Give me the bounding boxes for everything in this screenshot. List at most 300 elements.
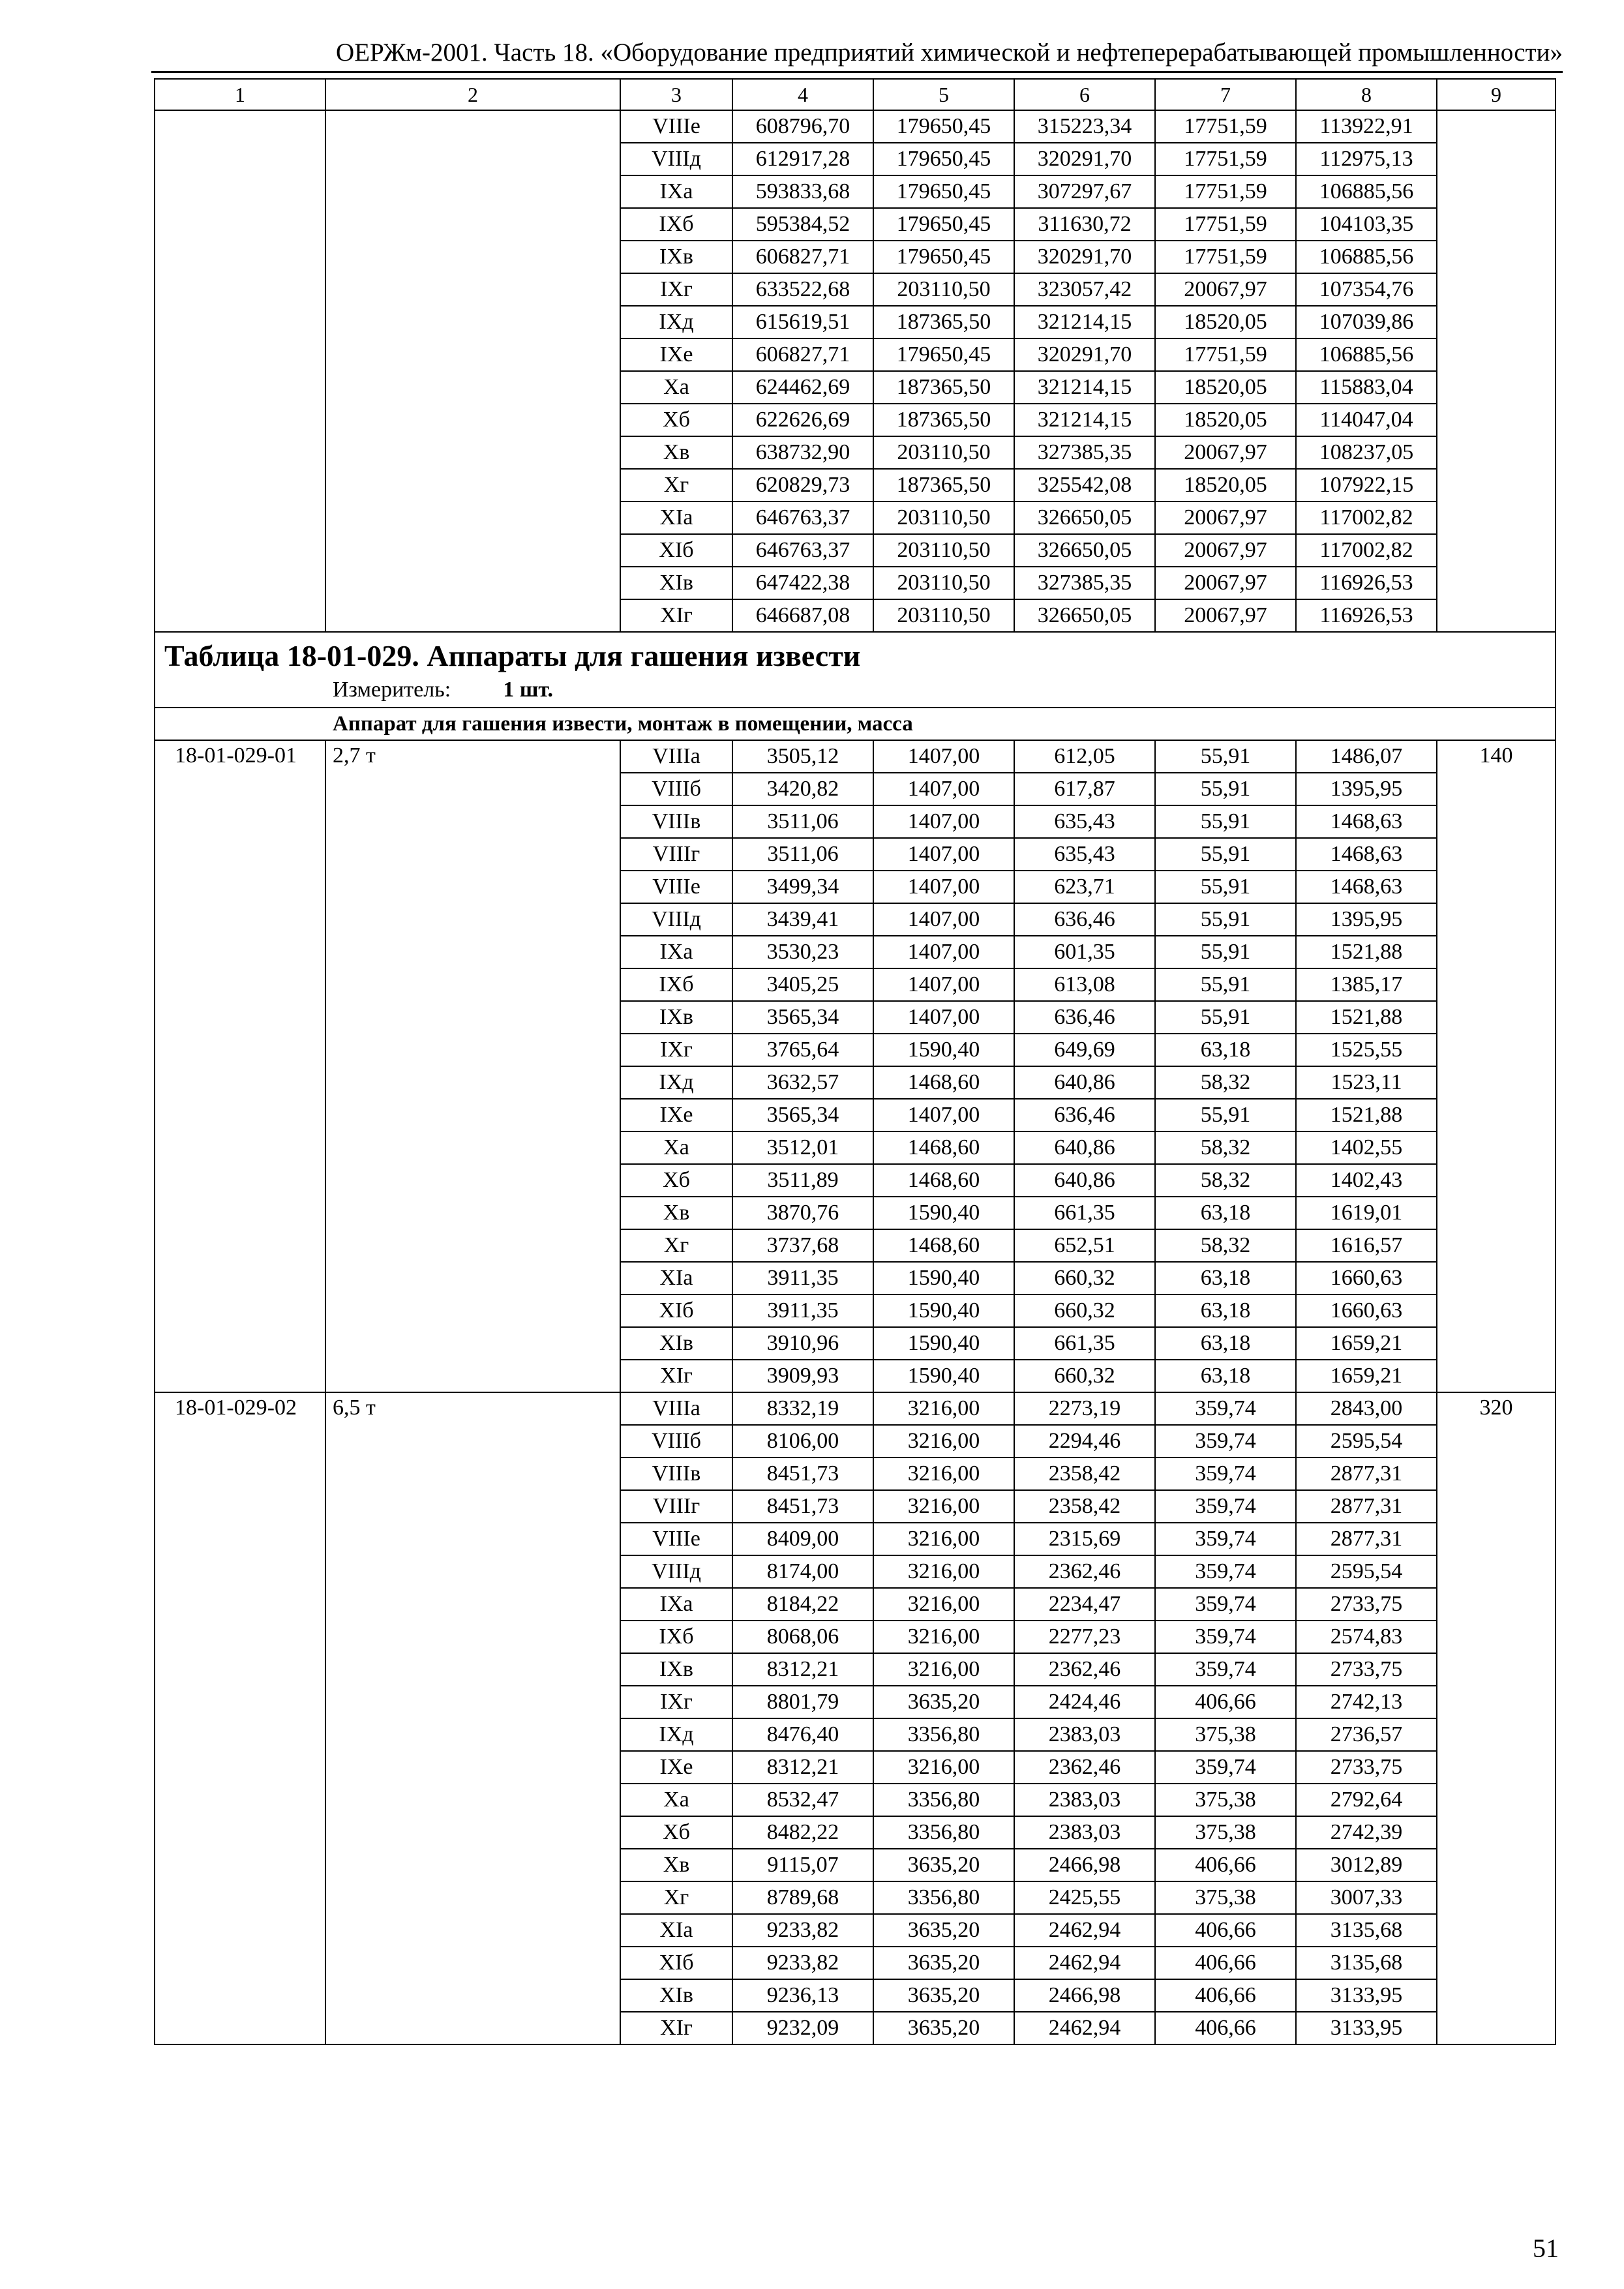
value-cell: 1395,95 <box>1296 773 1437 805</box>
value-cell: 17751,59 <box>1155 338 1296 371</box>
region-cell: IXг <box>620 1034 732 1066</box>
value-cell: 613,08 <box>1014 968 1155 1001</box>
value-cell: 606827,71 <box>732 338 873 371</box>
value-cell: 3135,68 <box>1296 1947 1437 1979</box>
value-cell: 2462,94 <box>1014 1947 1155 1979</box>
value-cell: 117002,82 <box>1296 501 1437 534</box>
region-cell: VIIIд <box>620 903 732 936</box>
table-subtitle-row <box>155 708 1556 740</box>
value-cell: 1659,21 <box>1296 1327 1437 1360</box>
value-cell: 375,38 <box>1155 1718 1296 1751</box>
value-cell: 1521,88 <box>1296 936 1437 968</box>
value-cell: 321214,15 <box>1014 404 1155 436</box>
region-cell: VIIIб <box>620 1425 732 1458</box>
value-cell: 325542,08 <box>1014 469 1155 501</box>
value-cell: 646763,37 <box>732 501 873 534</box>
value-cell: 8174,00 <box>732 1555 873 1588</box>
value-cell: 3007,33 <box>1296 1881 1437 1914</box>
value-cell: 1468,60 <box>873 1164 1014 1197</box>
value-cell: 203110,50 <box>873 567 1014 599</box>
page-number: 51 <box>1533 2234 1559 2263</box>
value-cell: 1590,40 <box>873 1262 1014 1294</box>
price-table <box>154 78 1556 2045</box>
value-cell: 55,91 <box>1155 871 1296 903</box>
value-cell: 187365,50 <box>873 371 1014 404</box>
value-cell: 2462,94 <box>1014 1914 1155 1947</box>
value-cell: 307297,67 <box>1014 175 1155 208</box>
value-cell: 660,32 <box>1014 1262 1155 1294</box>
value-cell: 1468,60 <box>873 1066 1014 1099</box>
value-cell: 187365,50 <box>873 404 1014 436</box>
value-cell: 635,43 <box>1014 805 1155 838</box>
value-cell: 2877,31 <box>1296 1490 1437 1523</box>
value-cell: 2792,64 <box>1296 1784 1437 1816</box>
region-cell: IXд <box>620 1718 732 1751</box>
column-header: 1 <box>155 79 325 110</box>
value-cell: 3530,23 <box>732 936 873 968</box>
value-cell: 17751,59 <box>1155 241 1296 273</box>
value-cell: 3216,00 <box>873 1425 1014 1458</box>
value-cell: 359,74 <box>1155 1523 1296 1555</box>
value-cell: 3216,00 <box>873 1588 1014 1621</box>
value-cell: 326650,05 <box>1014 534 1155 567</box>
value-cell: 3135,68 <box>1296 1914 1437 1947</box>
value-cell: 55,91 <box>1155 968 1296 1001</box>
value-cell: 8068,06 <box>732 1621 873 1653</box>
value-cell: 58,32 <box>1155 1066 1296 1099</box>
value-cell: 2362,46 <box>1014 1751 1155 1784</box>
value-cell: 636,46 <box>1014 1001 1155 1034</box>
table-row <box>155 110 1556 143</box>
value-cell: 3632,57 <box>732 1066 873 1099</box>
item-code: 18-01-029-02 <box>155 1392 325 2044</box>
region-cell: VIIIв <box>620 805 732 838</box>
value-cell: 3405,25 <box>732 968 873 1001</box>
column-header: 6 <box>1014 79 1155 110</box>
value-cell: 18520,05 <box>1155 469 1296 501</box>
value-cell: 2595,54 <box>1296 1425 1437 1458</box>
value-cell: 63,18 <box>1155 1360 1296 1392</box>
value-cell: 1402,43 <box>1296 1164 1437 1197</box>
value-cell: 106885,56 <box>1296 338 1437 371</box>
value-cell: 1521,88 <box>1296 1001 1437 1034</box>
value-cell: 320291,70 <box>1014 241 1155 273</box>
column-header: 2 <box>325 79 620 110</box>
value-cell: 20067,97 <box>1155 599 1296 632</box>
value-cell: 8312,21 <box>732 1653 873 1686</box>
region-cell: Xв <box>620 1849 732 1881</box>
value-cell: 3635,20 <box>873 1979 1014 2012</box>
value-cell: 107039,86 <box>1296 306 1437 338</box>
value-cell: 359,74 <box>1155 1555 1296 1588</box>
value-cell: 17751,59 <box>1155 175 1296 208</box>
region-cell: IXб <box>620 1621 732 1653</box>
value-cell: 2294,46 <box>1014 1425 1155 1458</box>
value-cell: 1407,00 <box>873 903 1014 936</box>
region-cell: IXд <box>620 306 732 338</box>
region-cell: XIг <box>620 1360 732 1392</box>
region-cell: IXб <box>620 208 732 241</box>
region-cell: XIг <box>620 2012 732 2044</box>
value-cell: 8801,79 <box>732 1686 873 1718</box>
value-cell: 2358,42 <box>1014 1458 1155 1490</box>
value-cell: 1407,00 <box>873 968 1014 1001</box>
value-cell: 2273,19 <box>1014 1392 1155 1425</box>
meter-label: Измеритель: <box>333 678 451 702</box>
value-cell: 2877,31 <box>1296 1523 1437 1555</box>
value-cell: 2315,69 <box>1014 1523 1155 1555</box>
region-cell: Xа <box>620 1784 732 1816</box>
column-header: 7 <box>1155 79 1296 110</box>
value-cell: 179650,45 <box>873 241 1014 273</box>
value-cell: 1659,21 <box>1296 1360 1437 1392</box>
value-cell: 601,35 <box>1014 936 1155 968</box>
region-cell: XIб <box>620 534 732 567</box>
table-subtitle: Аппарат для гашения извести, монтаж в помещении, масса <box>155 708 1556 740</box>
value-cell: 3512,01 <box>732 1131 873 1164</box>
value-cell: 2595,54 <box>1296 1555 1437 1588</box>
value-cell: 3635,20 <box>873 1849 1014 1881</box>
value-cell: 660,32 <box>1014 1294 1155 1327</box>
value-cell: 3911,35 <box>732 1294 873 1327</box>
value-cell: 359,74 <box>1155 1458 1296 1490</box>
value-cell: 646763,37 <box>732 534 873 567</box>
value-cell: 2383,03 <box>1014 1718 1155 1751</box>
value-cell: 321214,15 <box>1014 306 1155 338</box>
value-cell: 375,38 <box>1155 1816 1296 1849</box>
value-cell: 2466,98 <box>1014 1979 1155 2012</box>
value-cell: 2733,75 <box>1296 1751 1437 1784</box>
value-cell: 107354,76 <box>1296 273 1437 306</box>
value-cell: 203110,50 <box>873 501 1014 534</box>
value-cell: 1385,17 <box>1296 968 1437 1001</box>
region-cell: VIIIа <box>620 740 732 773</box>
value-cell: 2877,31 <box>1296 1458 1437 1490</box>
region-cell: Xг <box>620 469 732 501</box>
value-cell: 203110,50 <box>873 599 1014 632</box>
value-cell: 3216,00 <box>873 1392 1014 1425</box>
region-cell: IXг <box>620 1686 732 1718</box>
value-cell: 8451,73 <box>732 1458 873 1490</box>
value-cell: 2383,03 <box>1014 1784 1155 1816</box>
value-cell: 1402,55 <box>1296 1131 1437 1164</box>
value-cell: 1616,57 <box>1296 1229 1437 1262</box>
value-cell: 179650,45 <box>873 110 1014 143</box>
value-cell: 187365,50 <box>873 306 1014 338</box>
table-title-cell <box>155 632 1556 708</box>
value-cell: 323057,42 <box>1014 273 1155 306</box>
region-cell: IXе <box>620 338 732 371</box>
value-cell: 3635,20 <box>873 1947 1014 1979</box>
value-cell: 107922,15 <box>1296 469 1437 501</box>
value-cell: 179650,45 <box>873 143 1014 175</box>
value-cell: 3565,34 <box>732 1001 873 1034</box>
value-cell: 3216,00 <box>873 1621 1014 1653</box>
region-cell: XIв <box>620 567 732 599</box>
value-cell: 3133,95 <box>1296 2012 1437 2044</box>
value-cell: 359,74 <box>1155 1751 1296 1784</box>
value-cell: 3511,06 <box>732 805 873 838</box>
value-cell: 8409,00 <box>732 1523 873 1555</box>
item-extra: 140 <box>1437 740 1556 1392</box>
value-cell: 406,66 <box>1155 1914 1296 1947</box>
value-cell: 1590,40 <box>873 1294 1014 1327</box>
value-cell: 8184,22 <box>732 1588 873 1621</box>
value-cell: 1468,60 <box>873 1229 1014 1262</box>
value-cell: 20067,97 <box>1155 436 1296 469</box>
value-cell: 8789,68 <box>732 1881 873 1914</box>
value-cell: 3356,80 <box>873 1816 1014 1849</box>
value-cell: 2425,55 <box>1014 1881 1155 1914</box>
value-cell: 1407,00 <box>873 1099 1014 1131</box>
value-cell: 17751,59 <box>1155 208 1296 241</box>
value-cell: 359,74 <box>1155 1588 1296 1621</box>
value-cell: 1590,40 <box>873 1327 1014 1360</box>
region-cell: XIб <box>620 1947 732 1979</box>
value-cell: 359,74 <box>1155 1490 1296 1523</box>
region-cell: Xб <box>620 1816 732 1849</box>
region-cell: IXе <box>620 1751 732 1784</box>
value-cell: 3909,93 <box>732 1360 873 1392</box>
table-title: Таблица 18-01-029. Аппараты для гашения извести <box>164 639 861 672</box>
value-cell: 18520,05 <box>1155 404 1296 436</box>
value-cell: 612,05 <box>1014 740 1155 773</box>
value-cell: 3511,89 <box>732 1164 873 1197</box>
region-cell: IXа <box>620 1588 732 1621</box>
value-cell: 114047,04 <box>1296 404 1437 436</box>
value-cell: 320291,70 <box>1014 338 1155 371</box>
value-cell: 3133,95 <box>1296 1979 1437 2012</box>
value-cell: 3635,20 <box>873 2012 1014 2044</box>
value-cell: 116926,53 <box>1296 567 1437 599</box>
value-cell: 3910,96 <box>732 1327 873 1360</box>
region-cell: IXе <box>620 1099 732 1131</box>
value-cell: 55,91 <box>1155 740 1296 773</box>
region-cell: IXа <box>620 175 732 208</box>
value-cell: 3511,06 <box>732 838 873 871</box>
value-cell: 593833,68 <box>732 175 873 208</box>
value-cell: 179650,45 <box>873 175 1014 208</box>
value-cell: 203110,50 <box>873 534 1014 567</box>
value-cell: 1521,88 <box>1296 1099 1437 1131</box>
item-extra: 320 <box>1437 1392 1556 2044</box>
value-cell: 1407,00 <box>873 1001 1014 1034</box>
value-cell: 315223,34 <box>1014 110 1155 143</box>
value-cell: 3216,00 <box>873 1653 1014 1686</box>
value-cell: 640,86 <box>1014 1164 1155 1197</box>
region-cell: Xв <box>620 436 732 469</box>
region-cell: XIа <box>620 1914 732 1947</box>
value-cell: 3765,64 <box>732 1034 873 1066</box>
value-cell: 3356,80 <box>873 1718 1014 1751</box>
column-header: 9 <box>1437 79 1556 110</box>
value-cell: 18520,05 <box>1155 371 1296 404</box>
region-cell: VIIIд <box>620 1555 732 1588</box>
value-cell: 321214,15 <box>1014 371 1155 404</box>
region-cell: IXв <box>620 1653 732 1686</box>
value-cell: 55,91 <box>1155 1099 1296 1131</box>
value-cell: 3911,35 <box>732 1262 873 1294</box>
value-cell: 624462,69 <box>732 371 873 404</box>
value-cell: 617,87 <box>1014 773 1155 805</box>
value-cell: 117002,82 <box>1296 534 1437 567</box>
region-cell: VIIIв <box>620 1458 732 1490</box>
region-cell: IXв <box>620 1001 732 1034</box>
region-cell: XIа <box>620 1262 732 1294</box>
value-cell: 620829,73 <box>732 469 873 501</box>
value-cell: 635,43 <box>1014 838 1155 871</box>
value-cell: 113922,91 <box>1296 110 1437 143</box>
value-cell: 2358,42 <box>1014 1490 1155 1523</box>
value-cell: 63,18 <box>1155 1262 1296 1294</box>
value-cell: 2736,57 <box>1296 1718 1437 1751</box>
value-cell: 1660,63 <box>1296 1294 1437 1327</box>
value-cell: 55,91 <box>1155 903 1296 936</box>
value-cell: 116926,53 <box>1296 599 1437 632</box>
value-cell: 2574,83 <box>1296 1621 1437 1653</box>
table-row <box>155 1392 1556 1425</box>
value-cell: 115883,04 <box>1296 371 1437 404</box>
value-cell: 623,71 <box>1014 871 1155 903</box>
value-cell: 406,66 <box>1155 1686 1296 1718</box>
value-cell: 3565,34 <box>732 1099 873 1131</box>
value-cell: 1407,00 <box>873 936 1014 968</box>
value-cell: 20067,97 <box>1155 567 1296 599</box>
value-cell: 1486,07 <box>1296 740 1437 773</box>
value-cell: 3012,89 <box>1296 1849 1437 1881</box>
value-cell: 608796,70 <box>732 110 873 143</box>
value-cell: 55,91 <box>1155 773 1296 805</box>
value-cell: 179650,45 <box>873 208 1014 241</box>
value-cell: 3870,76 <box>732 1197 873 1229</box>
column-header: 3 <box>620 79 732 110</box>
region-cell: XIв <box>620 1979 732 2012</box>
value-cell: 327385,35 <box>1014 436 1155 469</box>
value-cell: 2362,46 <box>1014 1653 1155 1686</box>
value-cell: 2383,03 <box>1014 1816 1155 1849</box>
value-cell: 606827,71 <box>732 241 873 273</box>
region-cell: IXа <box>620 936 732 968</box>
value-cell: 17751,59 <box>1155 110 1296 143</box>
column-header: 4 <box>732 79 873 110</box>
value-cell: 58,32 <box>1155 1164 1296 1197</box>
value-cell: 327385,35 <box>1014 567 1155 599</box>
value-cell: 2843,00 <box>1296 1392 1437 1425</box>
value-cell: 661,35 <box>1014 1197 1155 1229</box>
region-cell: XIв <box>620 1327 732 1360</box>
region-cell: Xа <box>620 1131 732 1164</box>
value-cell: 661,35 <box>1014 1327 1155 1360</box>
region-cell: Xг <box>620 1229 732 1262</box>
value-cell: 2466,98 <box>1014 1849 1155 1881</box>
region-cell: XIб <box>620 1294 732 1327</box>
value-cell: 3216,00 <box>873 1458 1014 1490</box>
value-cell: 18520,05 <box>1155 306 1296 338</box>
value-cell: 1407,00 <box>873 805 1014 838</box>
value-cell: 646687,08 <box>732 599 873 632</box>
region-cell: Xб <box>620 404 732 436</box>
region-cell: IXв <box>620 241 732 273</box>
value-cell: 9236,13 <box>732 1979 873 2012</box>
running-header: ОЕРЖм-2001. Часть 18. «Оборудование предприятий химической и нефтеперерабатывающей промышленности» <box>151 37 1563 73</box>
value-cell: 326650,05 <box>1014 599 1155 632</box>
region-cell: IXд <box>620 1066 732 1099</box>
value-cell: 647422,38 <box>732 567 873 599</box>
value-cell: 9115,07 <box>732 1849 873 1881</box>
region-cell: VIIIа <box>620 1392 732 1425</box>
value-cell: 359,74 <box>1155 1392 1296 1425</box>
region-cell: XIа <box>620 501 732 534</box>
value-cell: 58,32 <box>1155 1229 1296 1262</box>
value-cell: 311630,72 <box>1014 208 1155 241</box>
value-cell: 8476,40 <box>732 1718 873 1751</box>
value-cell: 406,66 <box>1155 1849 1296 1881</box>
value-cell: 8332,19 <box>732 1392 873 1425</box>
value-cell: 1468,63 <box>1296 838 1437 871</box>
value-cell: 636,46 <box>1014 903 1155 936</box>
item-code <box>155 110 325 632</box>
value-cell: 3216,00 <box>873 1555 1014 1588</box>
value-cell: 187365,50 <box>873 469 1014 501</box>
value-cell: 8532,47 <box>732 1784 873 1816</box>
value-cell: 3499,34 <box>732 871 873 903</box>
value-cell: 63,18 <box>1155 1327 1296 1360</box>
value-cell: 8451,73 <box>732 1490 873 1523</box>
value-cell: 63,18 <box>1155 1034 1296 1066</box>
value-cell: 2362,46 <box>1014 1555 1155 1588</box>
region-cell: VIIIе <box>620 871 732 903</box>
value-cell: 2277,23 <box>1014 1621 1155 1653</box>
value-cell: 1523,11 <box>1296 1066 1437 1099</box>
value-cell: 1590,40 <box>873 1034 1014 1066</box>
region-cell: VIIIе <box>620 1523 732 1555</box>
region-cell: IXг <box>620 273 732 306</box>
value-cell: 1407,00 <box>873 740 1014 773</box>
value-cell: 1468,63 <box>1296 805 1437 838</box>
value-cell: 1590,40 <box>873 1360 1014 1392</box>
value-cell: 615619,51 <box>732 306 873 338</box>
value-cell: 9233,82 <box>732 1947 873 1979</box>
value-cell: 20067,97 <box>1155 501 1296 534</box>
value-cell: 3356,80 <box>873 1881 1014 1914</box>
value-cell: 8106,00 <box>732 1425 873 1458</box>
value-cell: 20067,97 <box>1155 534 1296 567</box>
item-name: 6,5 т <box>325 1392 620 2044</box>
value-cell: 612917,28 <box>732 143 873 175</box>
value-cell: 20067,97 <box>1155 273 1296 306</box>
region-cell: Xб <box>620 1164 732 1197</box>
value-cell: 640,86 <box>1014 1066 1155 1099</box>
value-cell: 58,32 <box>1155 1131 1296 1164</box>
value-cell: 2462,94 <box>1014 2012 1155 2044</box>
value-cell: 3439,41 <box>732 903 873 936</box>
value-cell: 1619,01 <box>1296 1197 1437 1229</box>
column-header: 8 <box>1296 79 1437 110</box>
value-cell: 359,74 <box>1155 1425 1296 1458</box>
value-cell: 660,32 <box>1014 1360 1155 1392</box>
column-header-row <box>155 79 1556 110</box>
value-cell: 622626,69 <box>732 404 873 436</box>
region-cell: Xг <box>620 1881 732 1914</box>
value-cell: 9232,09 <box>732 2012 873 2044</box>
value-cell: 8482,22 <box>732 1816 873 1849</box>
value-cell: 652,51 <box>1014 1229 1155 1262</box>
value-cell: 3420,82 <box>732 773 873 805</box>
value-cell: 9233,82 <box>732 1914 873 1947</box>
value-cell: 1395,95 <box>1296 903 1437 936</box>
value-cell: 406,66 <box>1155 1979 1296 2012</box>
value-cell: 633522,68 <box>732 273 873 306</box>
